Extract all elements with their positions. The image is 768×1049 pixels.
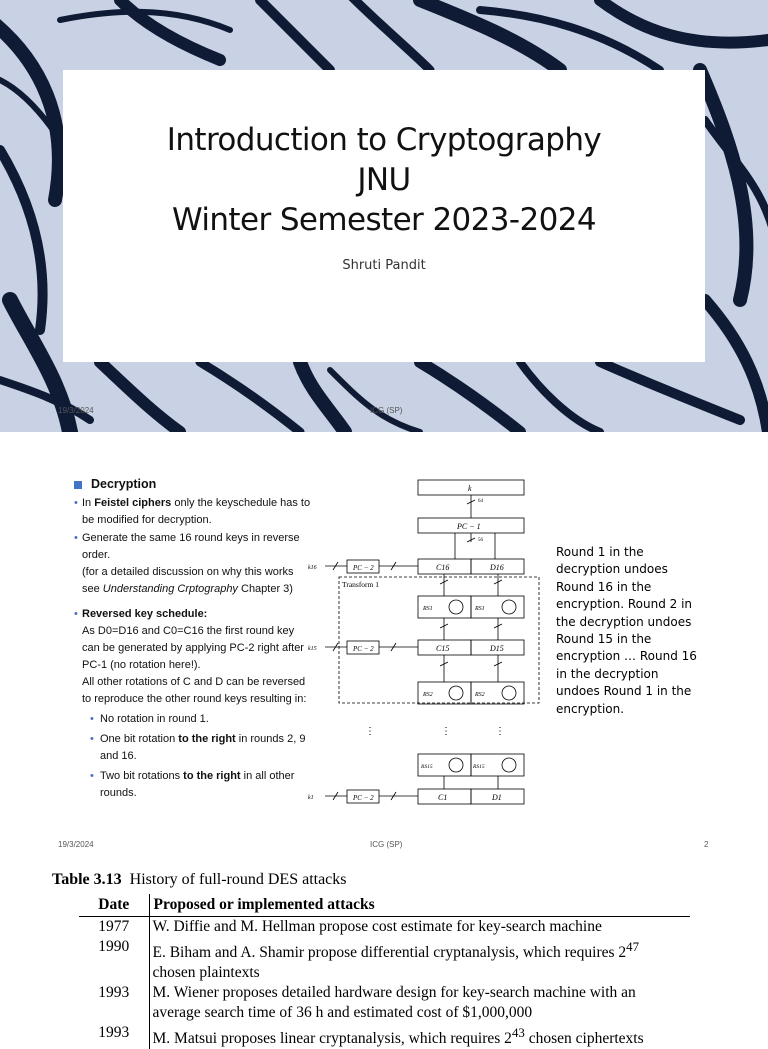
label-rs2-left: RS2 — [423, 692, 433, 698]
table-header-row — [79, 894, 690, 917]
table-row — [79, 983, 690, 1023]
row-text-main: M. Matsui proposes linear cryptanalysis, which requires 2 — [152, 1030, 512, 1048]
bullet1-pre: In — [82, 497, 95, 509]
footer-date: 19/3/2024 — [58, 406, 94, 415]
bullet-feistel — [74, 495, 314, 529]
label-k1: k1 — [308, 795, 314, 801]
label-k15: k15 — [308, 646, 317, 652]
title-line-3: Winter Semester 2023-2024 — [171, 202, 597, 238]
book-title: Understanding Crptography — [102, 583, 238, 595]
side-note: Round 1 in the decryption undoes Round 16 in the encryption. Round 2 in the decryption undoes Round 15 in the encryption … Round 16 in the decryption undoes Round 1 in the encryption. — [556, 545, 697, 716]
label-pc1: PC − 1 — [457, 522, 481, 531]
bullet2-line1: Generate the same 16 round keys in reverse order. — [82, 532, 300, 561]
label-transform: Transform 1 — [342, 580, 380, 589]
label-c1: C1 — [438, 793, 448, 802]
decryption-bullets — [74, 476, 314, 802]
row-date: 1993 — [79, 1023, 149, 1049]
header-date: Date — [79, 894, 149, 917]
author-name: Shruti Pandit — [342, 258, 426, 273]
table-caption — [52, 871, 347, 889]
caption-number: Table 3.13 — [52, 871, 122, 888]
bullet2-line2-post: Chapter 3) — [237, 583, 293, 595]
label-d15: D15 — [490, 644, 504, 653]
header-attacks: Proposed or implemented attacks — [149, 894, 690, 917]
title-line-1: Introduction to Cryptography — [166, 122, 602, 158]
row-text-post: chosen ciphertexts — [524, 1030, 644, 1048]
label-d16: D16 — [490, 563, 504, 572]
heading-text: Decryption — [91, 477, 157, 491]
row-text-cont: chosen plaintexts — [152, 964, 260, 982]
label-bits-64: 64 — [478, 499, 483, 504]
row-text-main: E. Biham and A. Shamir propose differential cryptanalysis, which requires 2 — [152, 944, 627, 962]
sub2-post: in rounds 2, 9 and 16. — [100, 733, 306, 762]
bullet3-heading: Reversed key schedule: — [82, 608, 208, 620]
label-rs1-left: RS1 — [423, 606, 433, 612]
sub-bullet-round1 — [84, 711, 314, 728]
label-k16: k16 — [308, 565, 317, 571]
caption-text: History of full-round DES attacks — [129, 871, 347, 888]
des-attacks-table-slide — [0, 864, 768, 1048]
label-pc2-2: PC − 2 — [353, 645, 374, 653]
label-c16: C16 — [436, 563, 450, 572]
bullet-reverse-order — [74, 530, 314, 598]
bullet-reversed-key-schedule — [74, 606, 314, 708]
label-pc2-3: PC − 2 — [353, 794, 374, 802]
reversed-key-schedule-diagram — [305, 474, 545, 822]
sub2-bold: to the right — [178, 733, 236, 745]
sub2-pre: One bit rotation — [100, 733, 179, 745]
sub3-post: in all other rounds. — [100, 770, 295, 799]
bullet1-post: only the keyschedule has to be modified for decryption. — [82, 497, 311, 526]
title-line-2: JNU — [357, 162, 411, 198]
row-text — [149, 1023, 690, 1049]
label-rs2-right: RS2 — [475, 692, 485, 698]
row-text — [149, 983, 690, 1023]
footer-center: ICG (SP) — [370, 406, 403, 415]
row-text: W. Diffie and M. Hellman propose cost estimate for key-search machine — [152, 918, 602, 935]
sub1-text: No rotation in round 1. — [100, 713, 209, 725]
footer-date: 19/3/2024 — [58, 840, 94, 849]
des-attacks-table — [79, 894, 690, 1049]
row-date: 1990 — [79, 937, 149, 983]
bullet2-line2-pre: (for a detailed discussion on why this works see — [82, 566, 294, 595]
label-rs15-right: RS15 — [473, 764, 485, 770]
table-row — [79, 1023, 690, 1049]
label-d1: D1 — [492, 793, 502, 802]
sub-bullet-one-bit — [84, 731, 314, 765]
page-number: 2 — [704, 840, 709, 849]
label-rs1-right: RS1 — [475, 606, 485, 612]
slide-title — [63, 120, 705, 240]
sub3-pre: Two bit rotations — [100, 770, 184, 782]
dots-1: ⋮ — [365, 726, 375, 737]
label-pc2-1: PC − 2 — [353, 564, 374, 572]
label-bits-56: 56 — [478, 538, 483, 543]
footer-center: ICG (SP) — [370, 840, 403, 849]
label-c15: C15 — [436, 644, 450, 653]
decryption-slide — [0, 432, 768, 864]
title-slide — [0, 0, 768, 432]
label-k: k — [468, 484, 472, 493]
row-date: 1977 — [79, 917, 149, 938]
row-text-main: M. Wiener proposes detailed hardware design for key-search machine with an — [152, 984, 636, 1002]
row-text — [149, 937, 690, 983]
table-row — [79, 937, 690, 983]
bullet3-p1: As D0=D16 and C0=C16 the first round key can be generated by applying PC-2 right after PC-1 (no rotation here!). — [82, 625, 304, 671]
label-rs15-left: RS15 — [421, 764, 433, 770]
dots-3: ⋮ — [495, 726, 505, 737]
dots-2: ⋮ — [441, 726, 451, 737]
section-heading — [74, 476, 314, 493]
title-card — [63, 70, 705, 362]
bullet3-p2: All other rotations of C and D can be reversed to reproduce the other round keys resulting in: — [82, 676, 307, 705]
bullet1-bold: Feistel ciphers — [94, 497, 172, 509]
table-row — [79, 917, 690, 938]
row-date: 1993 — [79, 983, 149, 1023]
row-text-sup: 47 — [626, 939, 640, 954]
sub3-bold: to the right — [183, 770, 241, 782]
sub-bullet-two-bit — [84, 768, 314, 802]
row-text-cont: average search time of 36 h and estimated cost of $1,000,000 — [152, 1004, 533, 1022]
square-bullet-icon — [74, 481, 82, 489]
row-text-sup: 43 — [511, 1025, 525, 1041]
